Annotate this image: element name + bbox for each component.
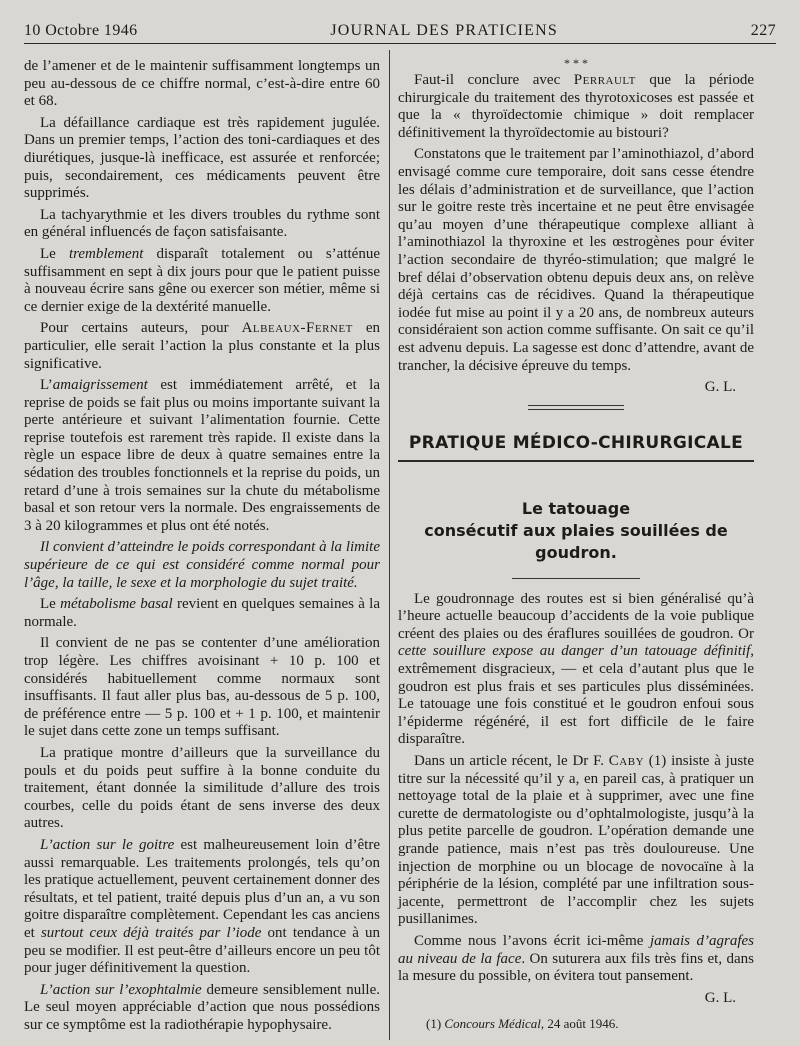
author-name: Perrault	[573, 72, 636, 88]
paragraph: Constatons que le traitement par l’aminothiazol, d’abord envisagé comme cure temporaire, doit sans cesse étendre les délais d’administration et de surveillance, que l’action sur le goitre reste très incertaine et ne peut être envisagée qu’au moyen d’une thérapeutique complexe alliant à l’aminothiazol la thyroxine et les œstrogènes pour éviter l’action secondaire de thyréo-stimulation; que malgré le bref délai d’observation obtenu depuis deux ans, on relève déjà certains cas de récidives. Quand la thérapeutique iodée fut mise au point il y a 20 ans, de nombreux auteurs considéraient son action comme suffisante. On sait ce qu’il est advenu depuis. La sagesse est donc d’attendre, avant de trancher, la décisive épreuve du temps.	[398, 146, 754, 374]
paragraph	[398, 933, 754, 986]
paragraph: La tachyarythmie et les divers troubles du rythme sont en général influencés de façon satisfaisante.	[24, 206, 380, 241]
right-column	[398, 58, 754, 1037]
paragraph	[24, 982, 380, 1035]
paragraph	[24, 837, 380, 978]
paragraph	[24, 377, 380, 535]
article-subtitle: consécutif aux plaies souillées de goudron.	[424, 520, 728, 562]
paragraph	[398, 72, 754, 142]
emphasis: tremblement	[68, 245, 144, 262]
text: que la période chirurgicale du traitement des thyrotoxicoses est passée et que la « thyroïdectomie chimique » doit remplacer définitivement la thyroïdectomie au bistouri?	[398, 72, 755, 141]
text: (1) insiste à juste titre sur la nécessité qu’il y a, en pareil cas, à pratiquer un nettoyage total de la plaie et à supprimer, avec une fine curette de dermatologiste ou d’ophtalmologiste, jusqu’à la plus petite parcelle de goudron. L’opération demande une grande patience, mais n’est pas très douloureuse. Une injection de morphine ou un blocage de novocaïne à la périphérie de la lésion, complété par une infiltration sous-jacente, permettront de l’accomplir chez les sujets pusillanimes.	[398, 753, 754, 928]
text: , 24 août 1946.	[540, 1016, 619, 1032]
text: Pour certains auteurs, pour	[40, 320, 242, 337]
text: Le goudronnage des routes est si bien généralisé qu’à l’heure actuelle beaucoup d’accidents de la voie publique créent des plaies ou des éraflures souillées de goudron. Or	[398, 590, 754, 642]
paragraph: Il convient de ne pas se contenter d’une amélioration trop légère. Les chiffres avoisinant + 10 p. 100 et considérés habituellement comme normaux sont insuffisants. Il faut aller plus bas, au-dessous de 5 p. 100, de préférence entre — 5 p. 100 et + 1 p. 100, et maintenir le sujet dans cette zone un temps suffisant.	[24, 635, 380, 740]
paragraph	[398, 591, 754, 749]
emphasis: L’action sur le goitre	[40, 836, 175, 853]
page-number: 227	[750, 22, 776, 39]
text: Le	[40, 596, 61, 613]
issue-date: 10 Octobre 1946	[24, 22, 138, 39]
text: revient en quelques semaines à la normale.	[24, 596, 380, 630]
article-title: Le tatouage	[521, 498, 631, 518]
author-name: Albeaux-Fernet	[241, 320, 353, 337]
text: Le	[40, 245, 69, 262]
emphasis: Il convient d’atteindre le poids correspondant à la limite supérieure de ce qui est considéré comme normal pour l’âge, la taille, le sexe et la morphologie du sujet traité.	[24, 539, 380, 591]
signature: G. L.	[704, 989, 736, 1006]
text: (1)	[426, 1016, 445, 1032]
text: disparaît totalement ou s’atténue suffisamment en sept à dix jours pour que le patient puisse à nouveau écrire sans gêne ou exercer son métier, même si ce dernier exige de la dextérité manuelle.	[24, 245, 380, 315]
paragraph	[24, 246, 380, 316]
journal-title: JOURNAL DES PRATICIENS	[330, 22, 558, 39]
text: est immédiatement arrêté, et la reprise de poids se fait plus ou moins importante suivant la perte antérieure et suivant l’alimentation fournie. Cette reprise toutefois est rarement très rapide. Il existe dans la règle un espace libre de deux à quatre semaines entre la sédation des troubles fonctionnels et la reprise du poids, un retard d’une à trois semaines sur la chute du métabolisme basal et son retour vers la normale. Des engraissements de 3 à 20 kilogrammes et plus ont été notés.	[24, 377, 380, 534]
section-stars: * * *	[564, 56, 588, 70]
text: Faut-il conclure avec	[414, 72, 574, 88]
emphasis: amaigrissement	[52, 377, 148, 394]
paragraph: de l’amener et de le maintenir suffisamment longtemps un peu au-dessous de ce chiffre normal, c’est-à-dire entre 60 et 68.	[24, 58, 380, 110]
column-divider	[389, 50, 390, 1040]
title-rule	[512, 578, 640, 579]
text: , extrêmement disgracieux, — et cela d’autant plus que le goudron est plus frais et ses particules plus disséminées. Le tatouage une fois constitué et le goudron enfoui sous l’épiderme régénéré, il est fort difficile de le faire disparaître.	[398, 643, 754, 748]
text: demeure sensiblement nulle. Le seul moyen appréciable d’action que nous possédions sur ce symptôme est la radiothérapie hypophysaire.	[24, 981, 380, 1033]
separator-rule	[528, 405, 624, 410]
section-rule	[398, 460, 754, 462]
emphasis: métabolisme basal	[60, 596, 173, 613]
paragraph	[24, 539, 380, 592]
paragraph	[24, 320, 380, 373]
emphasis: cette souillure expose au danger d’un tatouage définitif	[398, 643, 751, 660]
header-rule	[24, 43, 776, 44]
signature: G. L.	[704, 379, 736, 396]
text: ont tendance à un peu se modifier. Il est peut-être d’ailleurs encore un peu tôt pour juger définitivement la question.	[24, 924, 381, 977]
paragraph	[398, 753, 754, 929]
paragraph: La pratique montre d’ailleurs que la surveillance du pouls et du poids peut suffire à la bonne conduite du traitement, étant donnée la similitude d’allure des trois courbes, celle du poids étant de sens inverse des deux autres.	[24, 744, 380, 832]
text: en particulier, elle serait l’action la plus constante et la plus significative.	[24, 320, 380, 372]
text: L’	[40, 377, 53, 394]
footnote	[398, 1015, 754, 1033]
emphasis: Concours Médical	[444, 1016, 541, 1032]
section-title: PRATIQUE MÉDICO-CHIRURGICALE	[408, 432, 744, 453]
left-column	[24, 58, 380, 1038]
text: est malheureusement loin d’être aussi remarquable. Les traitements prolongés, tels qu’on les pratique actuellement, peuvent certainement donner des résultats, et tel patient, traité depuis plus d’un an, a vu son goitre disparaître complètement. Cependant les cas anciens et	[24, 836, 381, 941]
author-name: Caby	[608, 753, 645, 770]
text: Dans un article récent, le Dr F.	[414, 753, 609, 770]
emphasis: jamais d’agrafes au niveau de la face	[398, 932, 755, 967]
paragraph: La défaillance cardiaque est très rapidement jugulée. Dans un premier temps, l’action des toni-cardiaques et des diurétiques, jusque-là inefficace, est assurée et renforcée; puis, secondairement, ces médicaments peuvent être supprimés.	[24, 114, 380, 202]
emphasis: L’action sur l’exophtalmie	[40, 981, 202, 998]
paragraph	[24, 596, 380, 631]
text: . On suturera aux fils très fins et, dans la mesure du possible, on évitera tout pansement.	[398, 950, 754, 985]
running-head	[24, 14, 776, 40]
emphasis: surtout ceux déjà traités par l’iode	[40, 924, 262, 941]
text: Comme nous l’avons écrit ici-même	[414, 932, 650, 949]
